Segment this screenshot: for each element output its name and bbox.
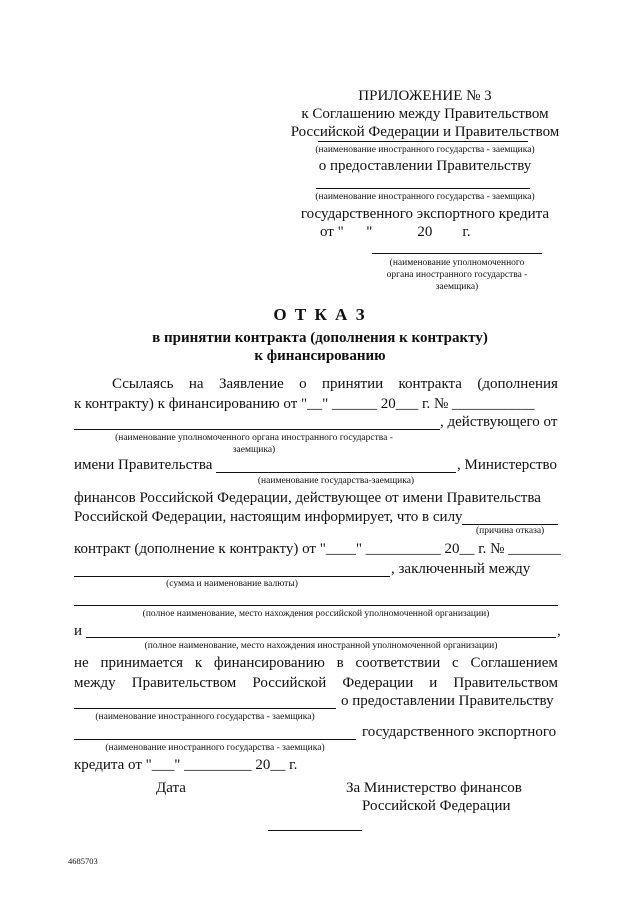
p2-blank-state2 bbox=[74, 739, 356, 740]
p2-w1: принимается bbox=[100, 655, 184, 671]
p1-line6: Российской Федерации, настоящим информирует, что в силу bbox=[74, 509, 463, 525]
p1-w2: Заявление bbox=[218, 376, 284, 392]
appendix-note-2: (наименование иностранного государства - заемщика) bbox=[315, 192, 535, 202]
ministry-line2: Российской Федерации bbox=[362, 798, 511, 814]
note-state2: (наименование иностранного государства - заемщика) bbox=[105, 743, 325, 753]
p1-w6: (дополнения bbox=[477, 376, 558, 392]
heading-sub1: в принятии контракта (дополнения к контракту) bbox=[152, 330, 488, 346]
appendix-line5: государственного экспортного кредита bbox=[300, 206, 550, 222]
p2-line5: кредита от "___" _________ 20__ г. bbox=[74, 757, 298, 773]
p2-w2: к bbox=[194, 655, 203, 671]
heading-sub2: к финансированию bbox=[254, 348, 386, 364]
p2-v3: Федерации bbox=[342, 675, 414, 691]
p1-blank-borrower bbox=[216, 472, 456, 473]
appendix-blank-3 bbox=[372, 253, 542, 254]
note-reason: (причина отказа) bbox=[476, 526, 545, 536]
note-foreign-org: (полное наименование, место нахождения иностранной уполномоченной организации) bbox=[144, 641, 498, 651]
p2-w5: соответствии bbox=[355, 655, 441, 671]
p2-w7: Соглашением bbox=[470, 655, 558, 671]
p1-line5: финансов Российской Федерации, действующее от имени Правительства bbox=[74, 490, 541, 506]
p2-line3-end: о предоставлении Правительству bbox=[341, 693, 554, 709]
separator-rule bbox=[268, 830, 362, 831]
p1-blank-reason bbox=[462, 524, 558, 525]
doc-number: 4685703 bbox=[68, 856, 98, 866]
p2-w6: с bbox=[452, 655, 459, 671]
and-word: и bbox=[74, 623, 83, 639]
p2-w0: не bbox=[74, 655, 89, 671]
appendix-line2: к Соглашению между Правительством bbox=[301, 106, 549, 122]
p2-v1: Правительством bbox=[131, 675, 237, 691]
note-org-1: (наименование уполномоченного органа иностранного государства - bbox=[115, 433, 393, 443]
p2-v2: Российской bbox=[252, 675, 327, 691]
appendix-note-1: (наименование иностранного государства - заемщика) bbox=[315, 145, 535, 155]
p2-w3: финансированию bbox=[213, 655, 325, 671]
p1-w5: контракта bbox=[398, 376, 462, 392]
p2-v4: и bbox=[429, 675, 438, 691]
p1-line4-end: , Министерство bbox=[457, 457, 557, 473]
p1-w4: принятии bbox=[322, 376, 384, 392]
appendix-date-line: от " " 20 г. bbox=[320, 224, 471, 240]
appendix-blank-2 bbox=[316, 188, 530, 189]
ministry-line1: За Министерство финансов bbox=[346, 780, 522, 796]
appendix-note-3a: (наименование уполномоченного bbox=[389, 258, 525, 268]
p1-line7: контракт (дополнение к контракту) от "____" __________ 20__ г. № _______ bbox=[74, 541, 561, 557]
p1-line3-end: , действующего от bbox=[440, 414, 558, 430]
p1-blank-currency bbox=[74, 576, 390, 577]
heading-title: О Т К А З bbox=[273, 305, 367, 324]
appendix-blank-1 bbox=[318, 141, 528, 142]
p1-line4-start: имени Правительства bbox=[74, 457, 213, 473]
p2-v5: Правительством bbox=[453, 675, 558, 691]
appendix-title: ПРИЛОЖЕНИЕ № 3 bbox=[358, 88, 492, 104]
p1-w1: на bbox=[188, 376, 204, 392]
p2-line2 bbox=[74, 675, 558, 692]
p1-w3: о bbox=[299, 376, 307, 392]
p2-blank-state1 bbox=[74, 708, 336, 709]
note-ru-org: (полное наименование, место нахождения российской уполномоченной организации) bbox=[142, 609, 490, 619]
p2-w4: в bbox=[336, 655, 344, 671]
p1-blank-foreign-org bbox=[86, 637, 556, 638]
p2-line4-end: государственного экспортного bbox=[362, 724, 557, 740]
p1-line8-end: , заключенный между bbox=[391, 561, 531, 577]
p2-v0: между bbox=[74, 675, 116, 691]
note-currency: (сумма и наименование валюты) bbox=[166, 579, 298, 589]
appendix-line4: о предоставлении Правительству bbox=[318, 158, 532, 174]
appendix-note-3c: заемщика) bbox=[435, 282, 479, 292]
appendix-note-3b: органа иностранного государства - bbox=[386, 270, 528, 280]
p1-blank-ru-org bbox=[74, 605, 558, 606]
comma: , bbox=[557, 623, 561, 639]
p1-blank-org bbox=[74, 429, 440, 430]
p2-line1 bbox=[74, 655, 558, 672]
appendix-line3: Российской Федерации и Правительством bbox=[290, 124, 560, 140]
note-state1: (наименование иностранного государства - заемщика) bbox=[95, 712, 315, 722]
note-org-2: заемщика) bbox=[232, 445, 276, 455]
p1-line2: к контракту) к финансированию от "__" ______ 20___ г. № ___________ bbox=[74, 396, 535, 412]
note-borrower: (наименование государства-заемщика) bbox=[257, 476, 415, 486]
date-label: Дата bbox=[156, 780, 186, 796]
p1-w0: Ссылаясь bbox=[112, 376, 174, 392]
p1-line1 bbox=[112, 376, 558, 393]
